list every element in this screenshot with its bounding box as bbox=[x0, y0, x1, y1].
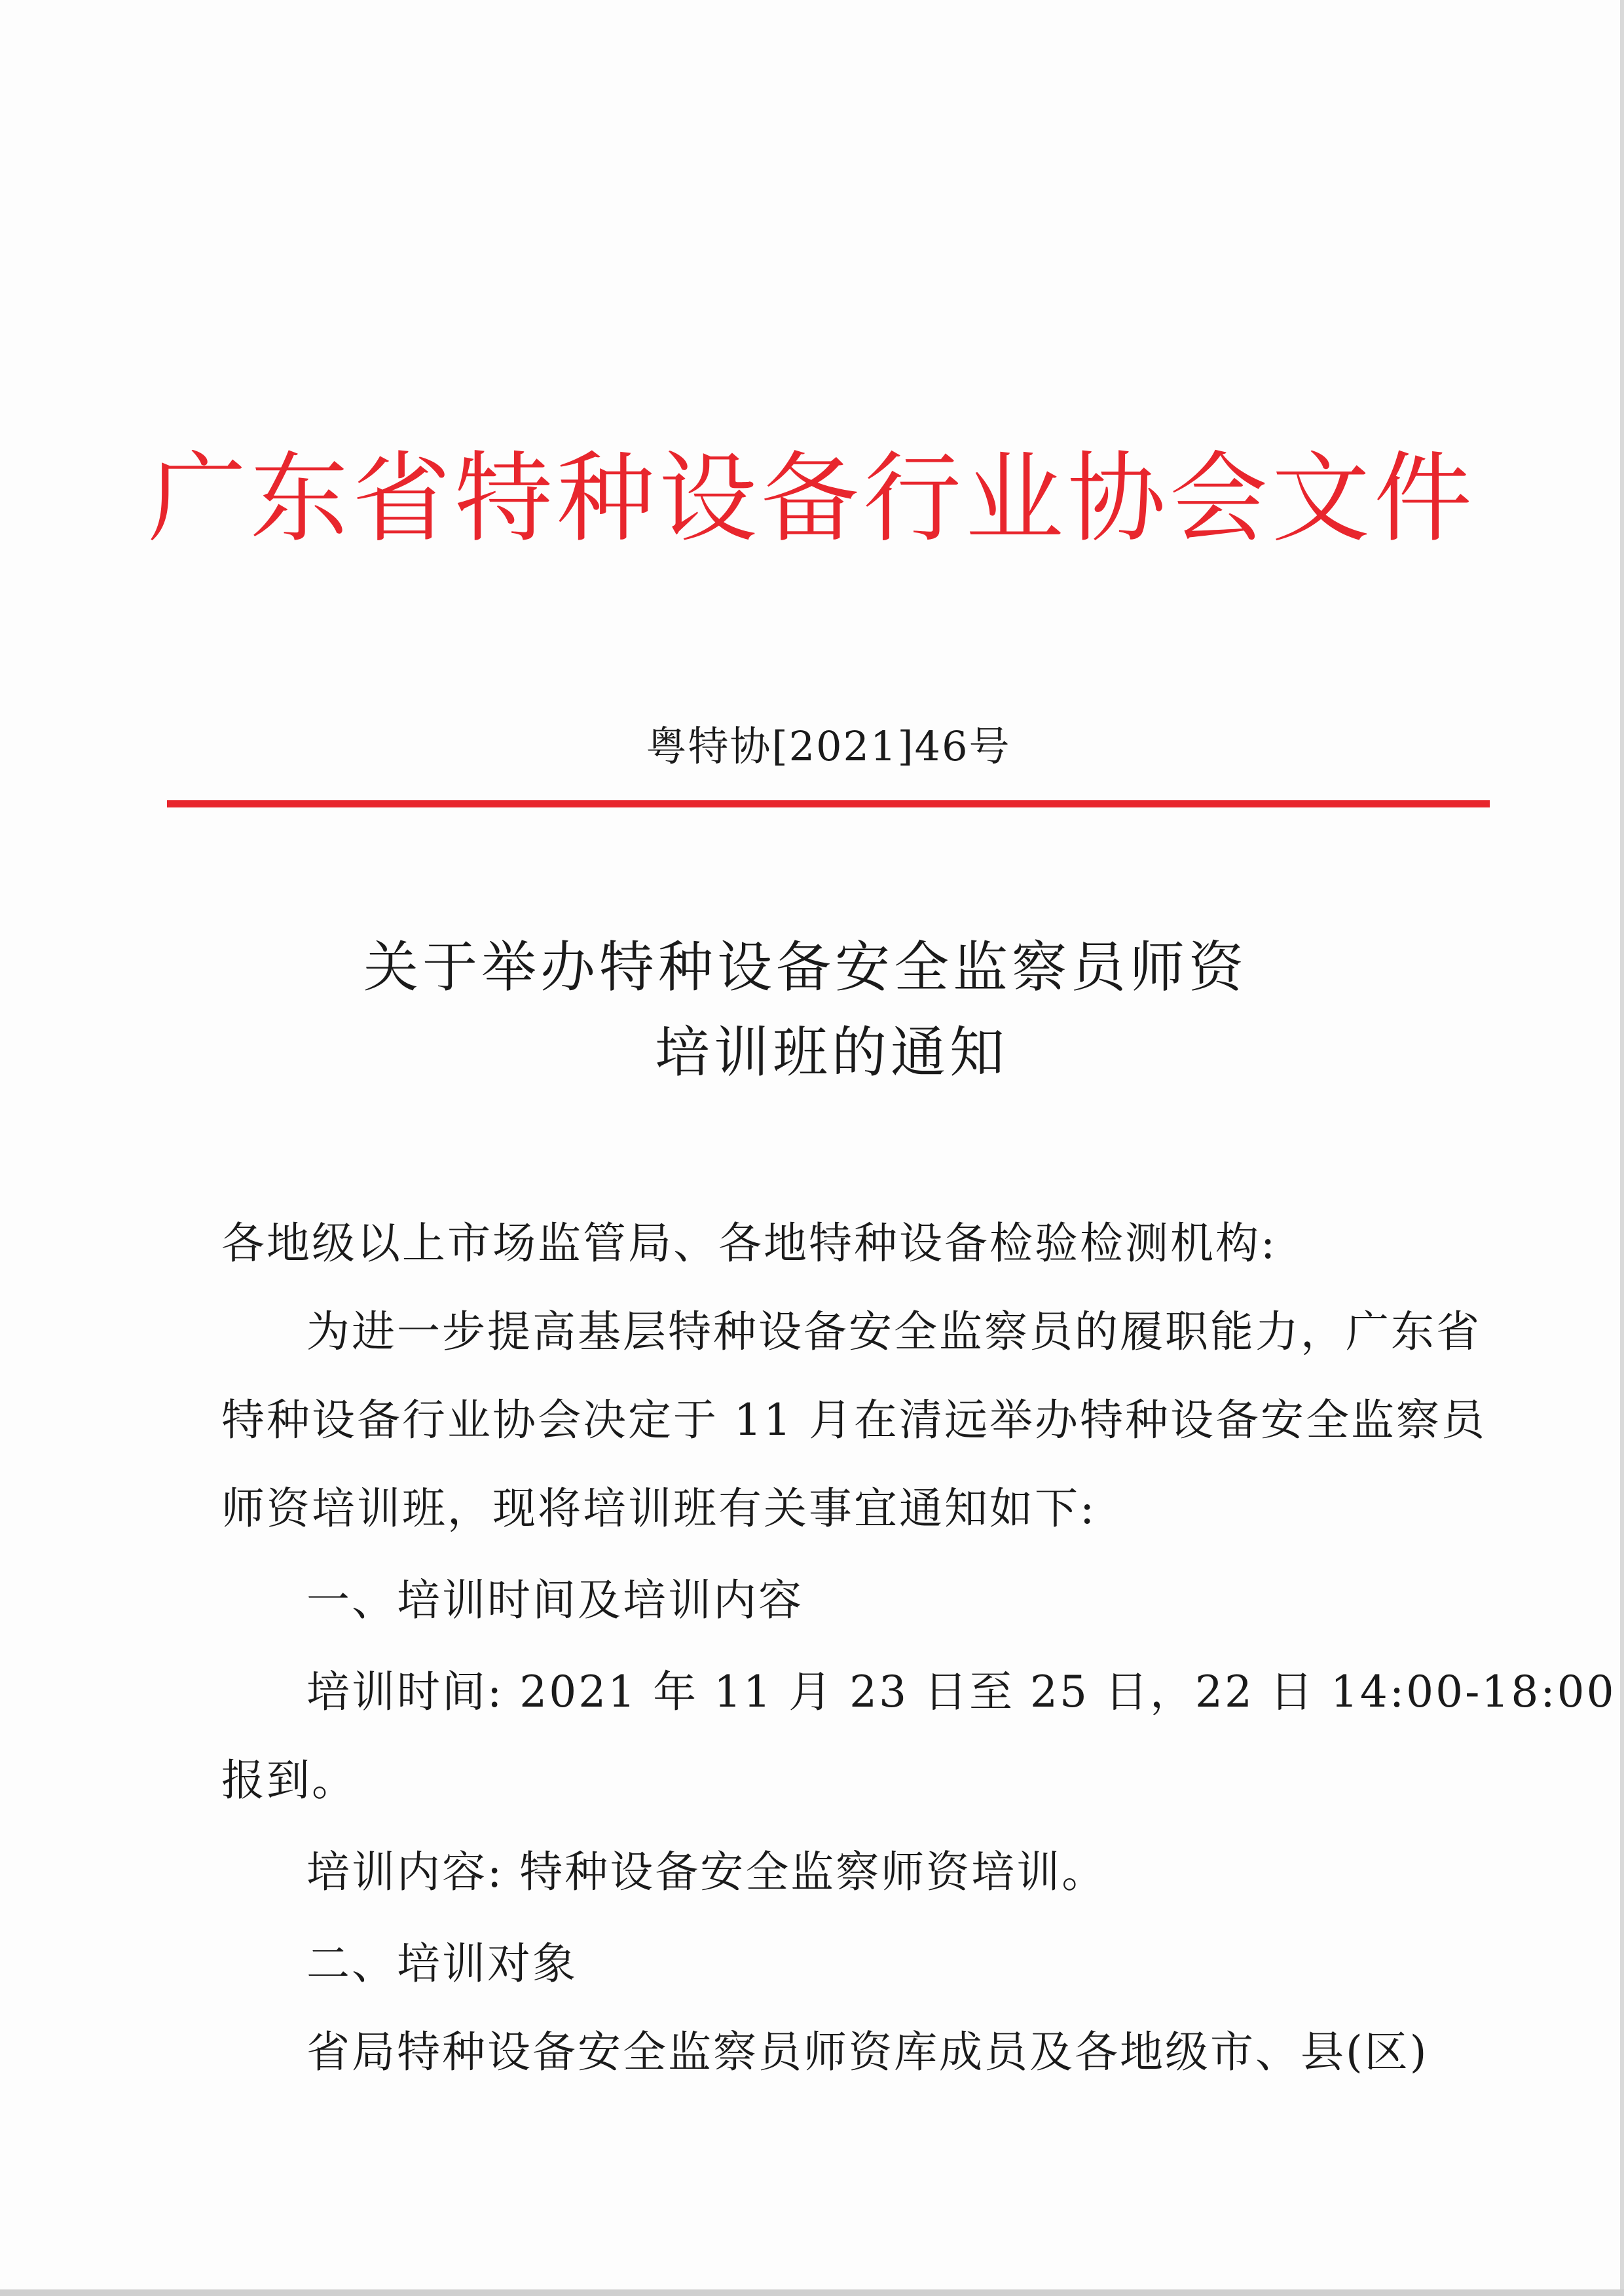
section-1-heading: 一、培训时间及培训内容 bbox=[306, 1575, 803, 1625]
training-time-line-1: 培训时间: 2021 年 11 月 23 日至 25 日，22 日 14:00-18:00 bbox=[306, 1667, 1616, 1717]
page-edge-right bbox=[1620, 0, 1624, 2296]
intro-line-3: 师资培训班，现将培训班有关事宜通知如下: bbox=[221, 1483, 1097, 1534]
section-2-heading: 二、培训对象 bbox=[306, 1938, 578, 1989]
intro-line-2: 特种设备行业协会决定于 11 月在清远举办特种设备安全监察员 bbox=[221, 1395, 1486, 1445]
training-target-line: 省局特种设备安全监察员师资库成员及各地级市、县(区) bbox=[306, 2027, 1429, 2077]
page-edge-bottom bbox=[0, 2289, 1624, 2296]
red-divider-line bbox=[167, 800, 1490, 807]
addressee-line: 各地级以上市场监管局、各地特种设备检验检测机构: bbox=[221, 1218, 1278, 1268]
training-content-line: 培训内容: 特种设备安全监察师资培训。 bbox=[306, 1847, 1107, 1897]
organization-title: 广东省特种设备行业协会文件 bbox=[147, 442, 1476, 556]
intro-line-1: 为进一步提高基层特种设备安全监察员的履职能力，广东省 bbox=[306, 1306, 1481, 1357]
training-time-line-2: 报到。 bbox=[221, 1755, 357, 1805]
notice-title-line-1: 关于举办特种设备安全监察员师资 bbox=[363, 935, 1247, 999]
notice-title-line-2: 培训班的通知 bbox=[654, 1020, 1008, 1084]
document-number: 粤特协[2021]46号 bbox=[646, 722, 1011, 770]
